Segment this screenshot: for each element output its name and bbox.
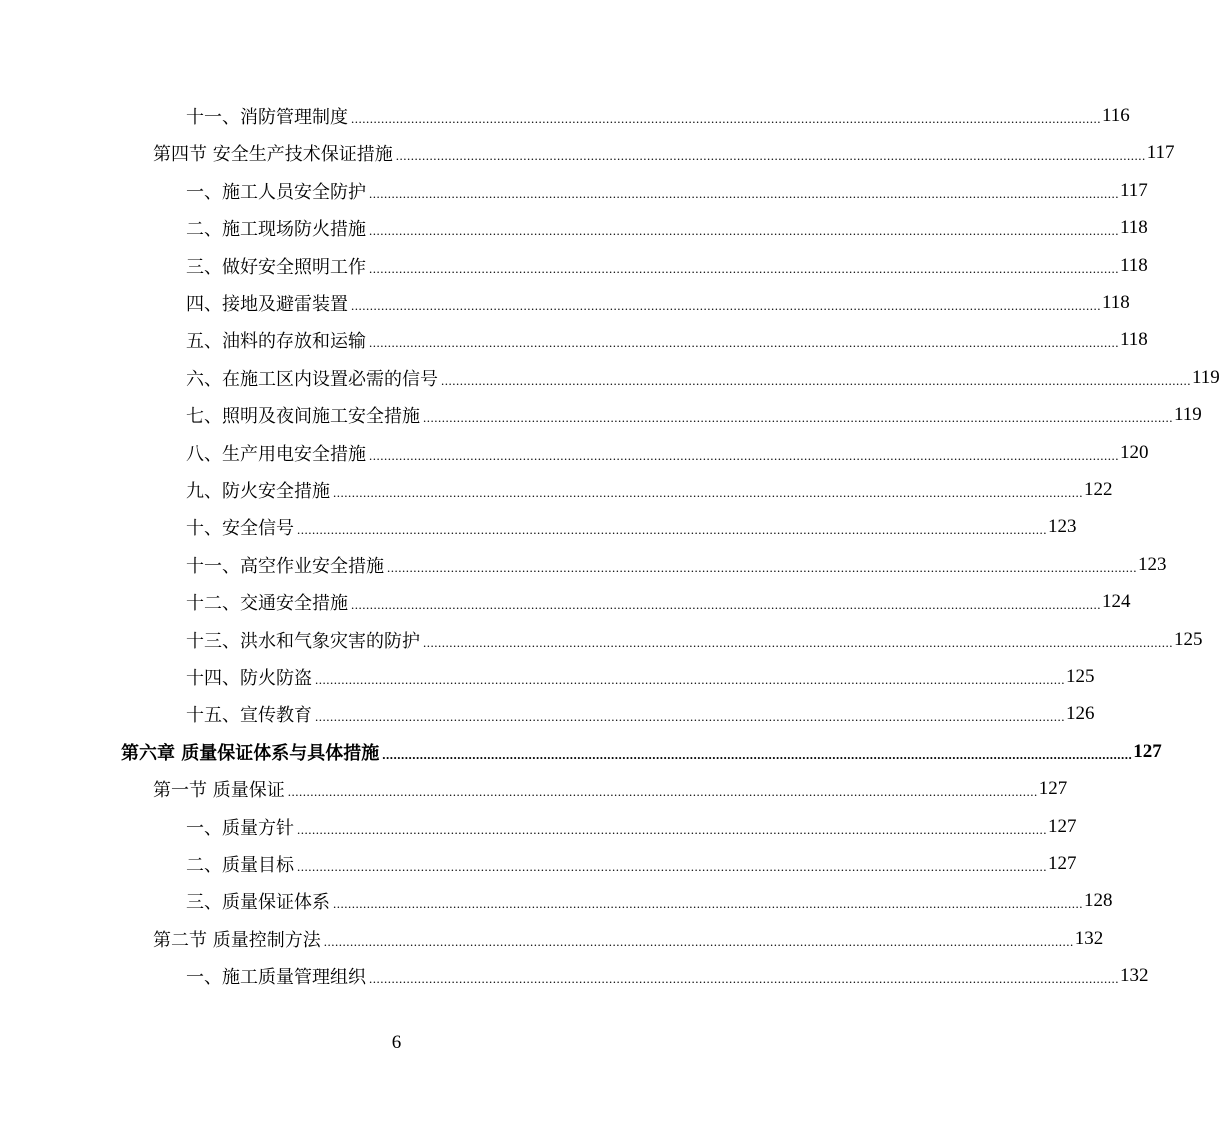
dot-leader: ........................................................................................................................................................................................................ [369,971,1119,987]
toc-entry-page: 118 [1120,217,1148,239]
dot-leader: ........................................................................................................................................................................................................ [369,447,1119,463]
dot-leader: ........................................................................................................................................................................................................ [351,597,1101,613]
dot-leader: ........................................................................................................................................................................................................ [351,298,1101,313]
dot-leader: ........................................................................................................................................................................................................ [387,559,1137,575]
toc-entry-title: 第二节 质量控制方法 [153,929,321,951]
toc-entry-page: 117 [1120,179,1148,201]
toc-entry-page: 119 [1174,404,1202,426]
dot-leader: ........................................................................................................................................................................................................ [333,896,1083,912]
toc-entry-page: 125 [1066,666,1095,687]
toc-item-entry [186,400,1202,430]
toc-item-entry [186,363,1220,393]
toc-entry-title: 一、施工人员安全防护 [186,181,366,203]
toc-entry-title: 十二、交通安全措施 [186,593,348,615]
toc-entry-page: 127 [1133,740,1162,762]
toc-entry-page: 127 [1038,778,1068,800]
toc-entry-title: 八、生产用电安全措施 [186,443,366,465]
toc-entry-page: 126 [1066,703,1095,725]
toc-entry-title: 三、质量保证体系 [186,892,330,914]
toc-entry-page: 132 [1074,927,1104,949]
toc-entry-title: 七、照明及夜间施工安全措施 [186,406,420,428]
toc-entry-title: 第四节 安全生产技术保证措施 [153,144,393,166]
toc-item-entry [186,176,1148,206]
toc-entry-page: 125 [1174,628,1203,650]
toc-item-entry [186,251,1148,281]
dot-leader: ........................................................................................................................................................................................................ [395,148,1146,164]
dot-leader: ........................................................................................................................................................................................................ [333,485,1083,500]
toc-entry-title: 四、接地及避雷装置 [186,294,348,315]
dot-leader: ........................................................................................................................................................................................................ [315,709,1065,725]
toc-entry-page: 124 [1102,591,1131,613]
dot-leader: ........................................................................................................................................................................................................ [369,185,1119,201]
toc-entry-title: 十一、高空作业安全措施 [186,555,384,577]
toc-entry-page: 132 [1120,965,1149,987]
toc-chapter-entry [121,737,1162,767]
dot-leader: ........................................................................................................................................................................................................ [315,672,1065,687]
dot-leader: ........................................................................................................................................................................................................ [369,335,1119,351]
dot-leader: ........................................................................................................................................................................................................ [323,933,1074,949]
dot-leader: ........................................................................................................................................................................................................ [369,260,1119,276]
toc-item-entry [186,849,1077,879]
toc-entry-page: 118 [1102,292,1130,313]
toc-entry-page: 122 [1084,479,1113,500]
toc-item-entry [186,325,1148,355]
toc-item-entry [186,662,1095,692]
dot-leader: ........................................................................................................................................................................................................ [297,821,1047,837]
toc-item-entry [186,512,1077,542]
toc-item-entry [186,812,1077,842]
dot-leader: ........................................................................................................................................................................................................ [351,111,1101,126]
toc-entry-title: 十三、洪水和气象灾害的防护 [186,630,420,652]
toc-entry-title: 六、在施工区内设置必需的信号 [186,368,438,390]
toc-entry-title: 三、做好安全照明工作 [186,256,366,278]
toc-entry-title: 一、施工质量管理组织 [186,967,366,989]
toc-item-entry [186,288,1130,318]
toc-item-entry [186,101,1130,131]
dot-leader: ........................................................................................................................................................................................................ [423,634,1173,650]
toc-item-entry [186,438,1149,468]
toc-item-entry [186,587,1131,617]
toc-section-entry [153,138,1175,168]
toc-entry-title: 十一、消防管理制度 [186,107,348,128]
toc-section-entry [153,774,1068,804]
toc-entry-page: 127 [1048,853,1077,874]
toc-entry-page: 128 [1084,890,1113,912]
dot-leader: ........................................................................................................................................................................................................ [287,784,1038,800]
toc-entry-title: 第一节 质量保证 [153,780,285,802]
toc-section-entry [153,924,1104,954]
toc-entry-title: 五、油料的存放和运输 [186,331,366,353]
toc-item-entry [186,550,1167,580]
toc-item-entry [186,213,1148,243]
dot-leader: ........................................................................................................................................................................................................ [423,410,1173,426]
toc-entry-page: 120 [1120,441,1149,463]
toc-entry-page: 117 [1146,142,1175,164]
toc-item-entry [186,961,1149,991]
toc-entry-page: 119 [1192,366,1220,388]
toc-entry-page: 123 [1048,516,1077,538]
toc-entry-page: 123 [1138,553,1167,575]
toc-item-entry [186,699,1095,729]
toc-entry-title: 二、质量目标 [186,855,294,876]
toc-entry-page: 127 [1048,815,1077,837]
toc-entry-title: 第六章 质量保证体系与具体措施 [121,742,380,764]
toc-item-entry [186,475,1113,505]
dot-leader: ........................................................................................................................................................................................................ [297,859,1047,874]
toc-entry-title: 二、施工现场防火措施 [186,219,366,241]
dot-leader: ........................................................................................................................................................................................................ [382,746,1133,762]
toc-entry-page: 116 [1102,105,1130,126]
toc-entry-page: 118 [1120,329,1148,351]
toc-entry-title: 十五、宣传教育 [186,705,312,727]
dot-leader: ........................................................................................................................................................................................................ [297,522,1047,538]
toc-entry-title: 十四、防火防盗 [186,668,312,689]
toc-entry-title: 九、防火安全措施 [186,481,330,502]
toc-entry-title: 十、安全信号 [186,518,294,540]
toc-item-entry [186,886,1113,916]
dot-leader: ........................................................................................................................................................................................................ [441,372,1191,388]
toc-item-entry [186,625,1203,655]
toc-entry-title: 一、质量方针 [186,817,294,839]
page-number: 6 [391,1032,402,1053]
dot-leader: ........................................................................................................................................................................................................ [369,223,1119,239]
toc-entry-page: 118 [1120,254,1148,276]
